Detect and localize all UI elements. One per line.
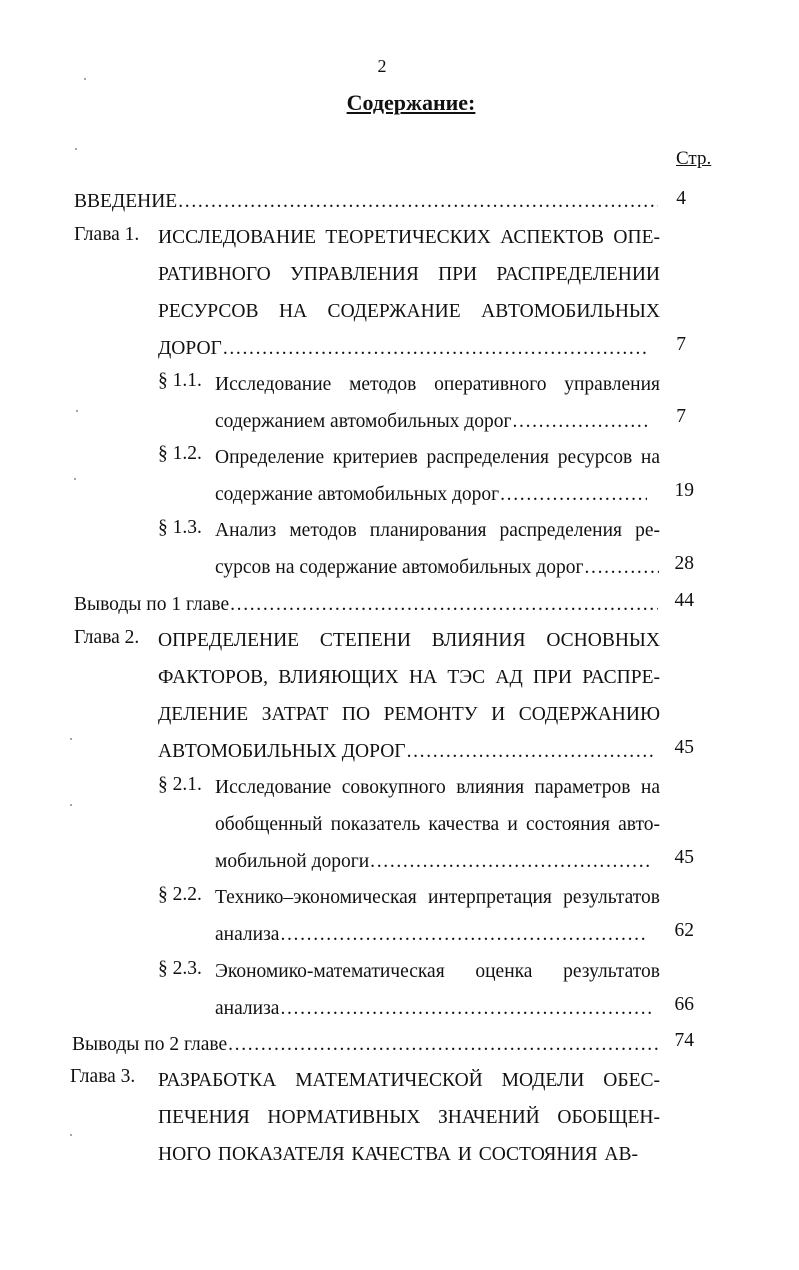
toc-s22-line: Технико–экономическая интерпретация результатов (215, 886, 660, 908)
toc-s12-label: § 1.2. (158, 443, 202, 464)
toc-s21-label: § 2.1. (158, 774, 202, 795)
toc-s23-line: анализа . . . (215, 983, 651, 1019)
page-number: 2 (377, 56, 387, 76)
toc-s21-line: обобщенный показатель качества и состояния авто- (215, 813, 660, 835)
toc-s23-line: Экономико-математическая оценка результатов (215, 960, 660, 982)
toc-ch3-line: ПЕЧЕНИЯ НОРМАТИВНЫХ ЗНАЧЕНИЙ ОБОБЩЕН- (158, 1106, 660, 1128)
toc-ch2-line: ДЕЛЕНИЕ ЗАТРАТ ПО РЕМОНТУ И СОДЕРЖАНИЮ (158, 703, 660, 725)
toc-s13-line: сурсов на содержание автомобильных дорог . . . (215, 542, 659, 578)
toc-ch1-page: 7 (676, 334, 686, 355)
toc-intro-text: ВВЕДЕНИЕ (74, 190, 178, 212)
toc-concl1: Выводы по 1 главе . . . (74, 579, 658, 615)
toc-intro (74, 176, 658, 212)
toc-s22-label: § 2.2. (158, 884, 202, 905)
toc-ch3-line: НОГО ПОКАЗАТЕЛЯ КАЧЕСТВА И СОСТОЯНИЯ АВ- (158, 1143, 638, 1165)
toc-s12-line: Определение критериев распределения ресурсов на (215, 446, 660, 468)
scan-speck (70, 1134, 72, 1136)
toc-concl2: Выводы по 2 главе . . . (72, 1019, 658, 1055)
page-column-header: Стр. (676, 148, 712, 169)
toc-s23-page: 66 (674, 994, 694, 1015)
scan-speck (76, 410, 78, 412)
toc-s13-line: Анализ методов планирования распределения ре- (215, 519, 660, 541)
scan-speck (75, 148, 77, 150)
toc-s11-line: содержанием автомобильных дорог . . . (215, 396, 651, 432)
scan-speck (70, 804, 72, 806)
toc-s13-label: § 1.3. (158, 517, 202, 538)
toc-ch1-line: РАТИВНОГО УПРАВЛЕНИЯ ПРИ РАСПРЕДЕЛЕНИИ (158, 263, 660, 285)
toc-ch2-line: ОПРЕДЕЛЕНИЕ СТЕПЕНИ ВЛИЯНИЯ ОСНОВНЫХ (158, 629, 660, 651)
toc-s22-line: анализа . . . (215, 909, 645, 945)
scan-speck (84, 78, 86, 80)
toc-s21-page: 45 (674, 847, 694, 868)
toc-s12-page: 19 (674, 480, 694, 501)
toc-ch2-line: АВТОМОБИЛЬНЫХ ДОРОГ . . . (158, 726, 656, 762)
page-title: Содержание: (346, 90, 476, 115)
toc-ch1-line: ИССЛЕДОВАНИЕ ТЕОРЕТИЧЕСКИХ АСПЕКТОВ ОПЕ- (158, 226, 660, 248)
toc-s23-label: § 2.3. (158, 958, 202, 979)
toc-s11-label: § 1.1. (158, 370, 202, 391)
toc-s22-page: 62 (674, 920, 694, 941)
toc-intro-page: 4 (676, 188, 686, 209)
scan-speck (74, 478, 76, 480)
toc-ch2-label: Глава 2. (74, 627, 140, 648)
toc-s11-line: Исследование методов оперативного управления (215, 373, 660, 395)
toc-s12-line: содержание автомобильных дорог . . . (215, 469, 647, 505)
toc-ch2-line: ФАКТОРОВ, ВЛИЯЮЩИХ НА ТЭС АД ПРИ РАСПРЕ- (158, 666, 660, 688)
toc-s21-line: Исследование совокупного влияния параметров на (215, 776, 660, 798)
toc-s13-page: 28 (674, 553, 694, 574)
toc-ch3-label: Глава 3. (70, 1066, 136, 1087)
toc-ch1-label: Глава 1. (74, 224, 140, 245)
toc-concl2-page: 74 (674, 1030, 694, 1051)
toc-ch1-line: РЕСУРСОВ НА СОДЕРЖАНИЕ АВТОМОБИЛЬНЫХ (158, 300, 660, 322)
toc-s11-page: 7 (676, 406, 686, 427)
toc-s21-line: мобильной дороги . . . (215, 836, 653, 872)
toc-concl1-page: 44 (674, 590, 694, 611)
toc-ch1-line: ДОРОГ . . . (158, 323, 648, 359)
scan-speck (70, 738, 72, 740)
toc-ch3-line: РАЗРАБОТКА МАТЕМАТИЧЕСКОЙ МОДЕЛИ ОБЕС- (158, 1069, 660, 1091)
toc-ch2-page: 45 (674, 737, 694, 758)
